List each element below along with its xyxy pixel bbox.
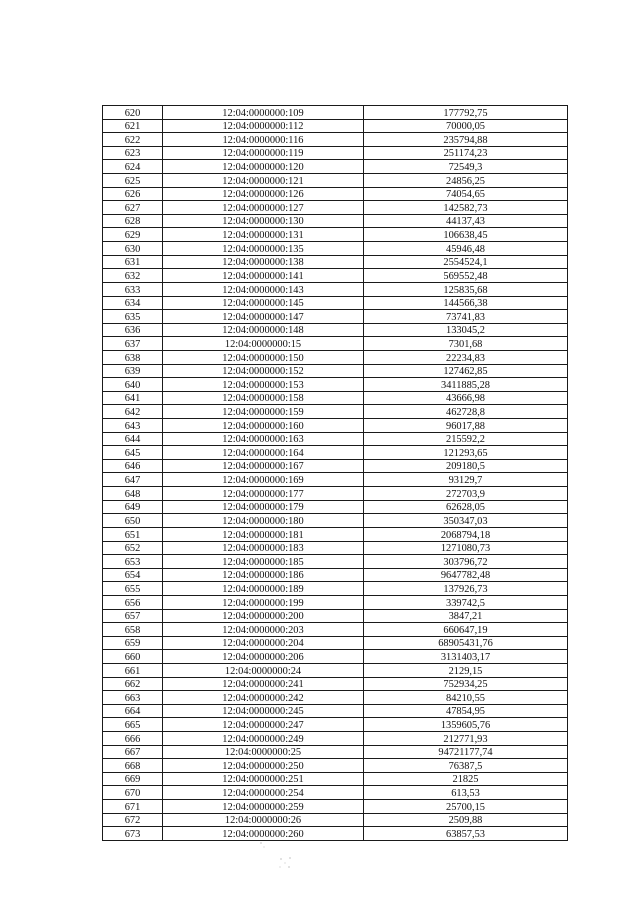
- cadastral-value-cell: 660647,19: [364, 623, 568, 637]
- cadastral-value-cell: 121293,65: [364, 446, 568, 460]
- cadastral-number-cell: 12:04:0000000:119: [163, 146, 364, 160]
- row-number-cell: 638: [103, 350, 163, 364]
- table-row: [103, 500, 568, 514]
- table-row: [103, 527, 568, 541]
- cadastral-value-cell: 215592,2: [364, 432, 568, 446]
- cadastral-number-cell: 12:04:0000000:147: [163, 310, 364, 324]
- cadastral-value-cell: 144566,38: [364, 296, 568, 310]
- row-number-cell: 633: [103, 282, 163, 296]
- cadastral-value-cell: 133045,2: [364, 323, 568, 337]
- cadastral-number-cell: 12:04:0000000:247: [163, 718, 364, 732]
- cadastral-number-cell: 12:04:0000000:141: [163, 269, 364, 283]
- table-row: [103, 772, 568, 786]
- row-number-cell: 637: [103, 337, 163, 351]
- cadastral-value-cell: 72549,3: [364, 160, 568, 174]
- cadastral-value-cell: 2068794,18: [364, 527, 568, 541]
- table-row: [103, 146, 568, 160]
- row-number-cell: 627: [103, 201, 163, 215]
- row-number-cell: 652: [103, 541, 163, 555]
- table-row: [103, 568, 568, 582]
- table-row: [103, 623, 568, 637]
- row-number-cell: 653: [103, 555, 163, 569]
- cadastral-number-cell: 12:04:0000000:167: [163, 459, 364, 473]
- row-number-cell: 656: [103, 595, 163, 609]
- table-row: [103, 745, 568, 759]
- row-number-cell: 647: [103, 473, 163, 487]
- table-row: [103, 786, 568, 800]
- table-row: [103, 827, 568, 841]
- cadastral-number-cell: 12:04:0000000:245: [163, 704, 364, 718]
- cadastral-value-cell: 462728,8: [364, 405, 568, 419]
- table-row: [103, 636, 568, 650]
- cadastral-number-cell: 12:04:0000000:153: [163, 378, 364, 392]
- cadastral-number-cell: 12:04:0000000:179: [163, 500, 364, 514]
- cadastral-value-cell: 209180,5: [364, 459, 568, 473]
- cadastral-value-cell: 96017,88: [364, 419, 568, 433]
- cadastral-value-cell: 339742,5: [364, 595, 568, 609]
- table-row: [103, 228, 568, 242]
- table-row: [103, 187, 568, 201]
- cadastral-number-cell: 12:04:0000000:251: [163, 772, 364, 786]
- row-number-cell: 648: [103, 487, 163, 501]
- cadastral-number-cell: 12:04:0000000:242: [163, 691, 364, 705]
- cadastral-value-cell: 62628,05: [364, 500, 568, 514]
- cadastral-number-cell: 12:04:0000000:186: [163, 568, 364, 582]
- cadastral-number-cell: 12:04:0000000:150: [163, 350, 364, 364]
- row-number-cell: 663: [103, 691, 163, 705]
- cadastral-value-cell: 43666,98: [364, 391, 568, 405]
- cadastral-number-cell: 12:04:0000000:185: [163, 555, 364, 569]
- cadastral-number-cell: 12:04:0000000:152: [163, 364, 364, 378]
- table-row: [103, 255, 568, 269]
- row-number-cell: 662: [103, 677, 163, 691]
- table-row: [103, 323, 568, 337]
- cadastral-value-cell: 235794,88: [364, 133, 568, 147]
- table-row: [103, 555, 568, 569]
- row-number-cell: 668: [103, 759, 163, 773]
- table-row: [103, 432, 568, 446]
- row-number-cell: 654: [103, 568, 163, 582]
- table-row: [103, 446, 568, 460]
- table-body: [103, 106, 568, 841]
- table-row: [103, 609, 568, 623]
- cadastral-value-cell: 137926,73: [364, 582, 568, 596]
- cadastral-value-cell: 63857,53: [364, 827, 568, 841]
- cadastral-value-cell: 2509,88: [364, 813, 568, 827]
- table-row: [103, 732, 568, 746]
- cadastral-number-cell: 12:04:0000000:15: [163, 337, 364, 351]
- cadastral-number-cell: 12:04:0000000:169: [163, 473, 364, 487]
- cadastral-number-cell: 12:04:0000000:206: [163, 650, 364, 664]
- table-row: [103, 282, 568, 296]
- cadastral-number-cell: 12:04:0000000:200: [163, 609, 364, 623]
- cadastral-value-cell: 7301,68: [364, 337, 568, 351]
- cadastral-value-cell: 3847,21: [364, 609, 568, 623]
- scan-specks: [255, 840, 315, 880]
- cadastral-number-cell: 12:04:0000000:259: [163, 800, 364, 814]
- row-number-cell: 625: [103, 174, 163, 188]
- table-row: [103, 106, 568, 120]
- row-number-cell: 651: [103, 527, 163, 541]
- row-number-cell: 624: [103, 160, 163, 174]
- cadastral-value-cell: 93129,7: [364, 473, 568, 487]
- row-number-cell: 661: [103, 663, 163, 677]
- table-row: [103, 541, 568, 555]
- cadastral-number-cell: 12:04:0000000:116: [163, 133, 364, 147]
- cadastral-number-cell: 12:04:0000000:163: [163, 432, 364, 446]
- cadastral-number-cell: 12:04:0000000:135: [163, 242, 364, 256]
- cadastral-value-cell: 3131403,17: [364, 650, 568, 664]
- cadastral-number-cell: 12:04:0000000:159: [163, 405, 364, 419]
- row-number-cell: 667: [103, 745, 163, 759]
- table-row: [103, 813, 568, 827]
- table-row: [103, 650, 568, 664]
- cadastral-value-table: [102, 105, 568, 841]
- cadastral-value-cell: 251174,23: [364, 146, 568, 160]
- row-number-cell: 632: [103, 269, 163, 283]
- table-row: [103, 119, 568, 133]
- cadastral-value-cell: 1271080,73: [364, 541, 568, 555]
- row-number-cell: 629: [103, 228, 163, 242]
- table-row: [103, 214, 568, 228]
- cadastral-number-cell: 12:04:0000000:183: [163, 541, 364, 555]
- table-row: [103, 582, 568, 596]
- cadastral-number-cell: 12:04:0000000:204: [163, 636, 364, 650]
- table-row: [103, 296, 568, 310]
- cadastral-value-cell: 73741,83: [364, 310, 568, 324]
- cadastral-number-cell: 12:04:0000000:145: [163, 296, 364, 310]
- table-row: [103, 691, 568, 705]
- cadastral-value-cell: 68905431,76: [364, 636, 568, 650]
- cadastral-number-cell: 12:04:0000000:112: [163, 119, 364, 133]
- row-number-cell: 673: [103, 827, 163, 841]
- cadastral-value-cell: 3411885,28: [364, 378, 568, 392]
- table-row: [103, 269, 568, 283]
- row-number-cell: 622: [103, 133, 163, 147]
- row-number-cell: 641: [103, 391, 163, 405]
- row-number-cell: 635: [103, 310, 163, 324]
- cadastral-value-cell: 212771,93: [364, 732, 568, 746]
- cadastral-number-cell: 12:04:0000000:177: [163, 487, 364, 501]
- row-number-cell: 634: [103, 296, 163, 310]
- cadastral-number-cell: 12:04:0000000:203: [163, 623, 364, 637]
- row-number-cell: 649: [103, 500, 163, 514]
- table-row: [103, 595, 568, 609]
- cadastral-number-cell: 12:04:0000000:199: [163, 595, 364, 609]
- table-row: [103, 133, 568, 147]
- cadastral-number-cell: 12:04:0000000:189: [163, 582, 364, 596]
- row-number-cell: 621: [103, 119, 163, 133]
- cadastral-value-cell: 127462,85: [364, 364, 568, 378]
- row-number-cell: 644: [103, 432, 163, 446]
- cadastral-value-cell: 70000,05: [364, 119, 568, 133]
- cadastral-value-cell: 74054,65: [364, 187, 568, 201]
- cadastral-value-cell: 613,53: [364, 786, 568, 800]
- cadastral-number-cell: 12:04:0000000:180: [163, 514, 364, 528]
- cadastral-value-cell: 9647782,48: [364, 568, 568, 582]
- cadastral-number-cell: 12:04:0000000:249: [163, 732, 364, 746]
- cadastral-value-cell: 177792,75: [364, 106, 568, 120]
- cadastral-number-cell: 12:04:0000000:121: [163, 174, 364, 188]
- row-number-cell: 650: [103, 514, 163, 528]
- cadastral-number-cell: 12:04:0000000:181: [163, 527, 364, 541]
- row-number-cell: 672: [103, 813, 163, 827]
- cadastral-value-cell: 84210,55: [364, 691, 568, 705]
- table-row: [103, 473, 568, 487]
- row-number-cell: 626: [103, 187, 163, 201]
- table-row: [103, 704, 568, 718]
- row-number-cell: 670: [103, 786, 163, 800]
- table-row: [103, 663, 568, 677]
- table-row: [103, 391, 568, 405]
- table-row: [103, 242, 568, 256]
- row-number-cell: 658: [103, 623, 163, 637]
- table-row: [103, 405, 568, 419]
- row-number-cell: 639: [103, 364, 163, 378]
- row-number-cell: 642: [103, 405, 163, 419]
- row-number-cell: 623: [103, 146, 163, 160]
- cadastral-value-cell: 106638,45: [364, 228, 568, 242]
- table-row: [103, 800, 568, 814]
- row-number-cell: 640: [103, 378, 163, 392]
- table-row: [103, 364, 568, 378]
- table-row: [103, 174, 568, 188]
- cadastral-value-cell: 2129,15: [364, 663, 568, 677]
- table-row: [103, 677, 568, 691]
- cadastral-number-cell: 12:04:0000000:148: [163, 323, 364, 337]
- table-row: [103, 378, 568, 392]
- table-row: [103, 487, 568, 501]
- cadastral-number-cell: 12:04:0000000:26: [163, 813, 364, 827]
- row-number-cell: 630: [103, 242, 163, 256]
- cadastral-number-cell: 12:04:0000000:109: [163, 106, 364, 120]
- row-number-cell: 659: [103, 636, 163, 650]
- cadastral-value-cell: 22234,83: [364, 350, 568, 364]
- table-row: [103, 337, 568, 351]
- cadastral-value-cell: 45946,48: [364, 242, 568, 256]
- cadastral-value-cell: 24856,25: [364, 174, 568, 188]
- cadastral-number-cell: 12:04:0000000:260: [163, 827, 364, 841]
- cadastral-value-cell: 94721177,74: [364, 745, 568, 759]
- row-number-cell: 645: [103, 446, 163, 460]
- cadastral-number-cell: 12:04:0000000:158: [163, 391, 364, 405]
- cadastral-number-cell: 12:04:0000000:254: [163, 786, 364, 800]
- cadastral-value-cell: 76387,5: [364, 759, 568, 773]
- row-number-cell: 657: [103, 609, 163, 623]
- cadastral-value-cell: 569552,48: [364, 269, 568, 283]
- cadastral-number-cell: 12:04:0000000:127: [163, 201, 364, 215]
- row-number-cell: 643: [103, 419, 163, 433]
- cadastral-value-cell: 752934,25: [364, 677, 568, 691]
- cadastral-value-cell: 350347,03: [364, 514, 568, 528]
- cadastral-value-cell: 1359605,76: [364, 718, 568, 732]
- table-row: [103, 160, 568, 174]
- cadastral-number-cell: 12:04:0000000:24: [163, 663, 364, 677]
- cadastral-value-cell: 125835,68: [364, 282, 568, 296]
- cadastral-value-cell: 303796,72: [364, 555, 568, 569]
- row-number-cell: 620: [103, 106, 163, 120]
- row-number-cell: 665: [103, 718, 163, 732]
- table-row: [103, 201, 568, 215]
- table-row: [103, 514, 568, 528]
- row-number-cell: 664: [103, 704, 163, 718]
- cadastral-value-cell: 25700,15: [364, 800, 568, 814]
- cadastral-number-cell: 12:04:0000000:160: [163, 419, 364, 433]
- cadastral-value-cell: 272703,9: [364, 487, 568, 501]
- row-number-cell: 666: [103, 732, 163, 746]
- cadastral-number-cell: 12:04:0000000:138: [163, 255, 364, 269]
- table-row: [103, 310, 568, 324]
- cadastral-value-cell: 142582,73: [364, 201, 568, 215]
- cadastral-number-cell: 12:04:0000000:126: [163, 187, 364, 201]
- cadastral-value-cell: 44137,43: [364, 214, 568, 228]
- cadastral-value-cell: 47854,95: [364, 704, 568, 718]
- row-number-cell: 646: [103, 459, 163, 473]
- cadastral-number-cell: 12:04:0000000:120: [163, 160, 364, 174]
- row-number-cell: 655: [103, 582, 163, 596]
- cadastral-number-cell: 12:04:0000000:130: [163, 214, 364, 228]
- table-row: [103, 419, 568, 433]
- cadastral-number-cell: 12:04:0000000:164: [163, 446, 364, 460]
- cadastral-number-cell: 12:04:0000000:250: [163, 759, 364, 773]
- cadastral-value-cell: 21825: [364, 772, 568, 786]
- cadastral-number-cell: 12:04:0000000:131: [163, 228, 364, 242]
- table-row: [103, 459, 568, 473]
- row-number-cell: 631: [103, 255, 163, 269]
- cadastral-value-cell: 2554524,1: [364, 255, 568, 269]
- cadastral-number-cell: 12:04:0000000:25: [163, 745, 364, 759]
- row-number-cell: 671: [103, 800, 163, 814]
- row-number-cell: 628: [103, 214, 163, 228]
- cadastral-number-cell: 12:04:0000000:241: [163, 677, 364, 691]
- row-number-cell: 660: [103, 650, 163, 664]
- table-row: [103, 759, 568, 773]
- row-number-cell: 669: [103, 772, 163, 786]
- table-row: [103, 718, 568, 732]
- table-row: [103, 350, 568, 364]
- cadastral-number-cell: 12:04:0000000:143: [163, 282, 364, 296]
- row-number-cell: 636: [103, 323, 163, 337]
